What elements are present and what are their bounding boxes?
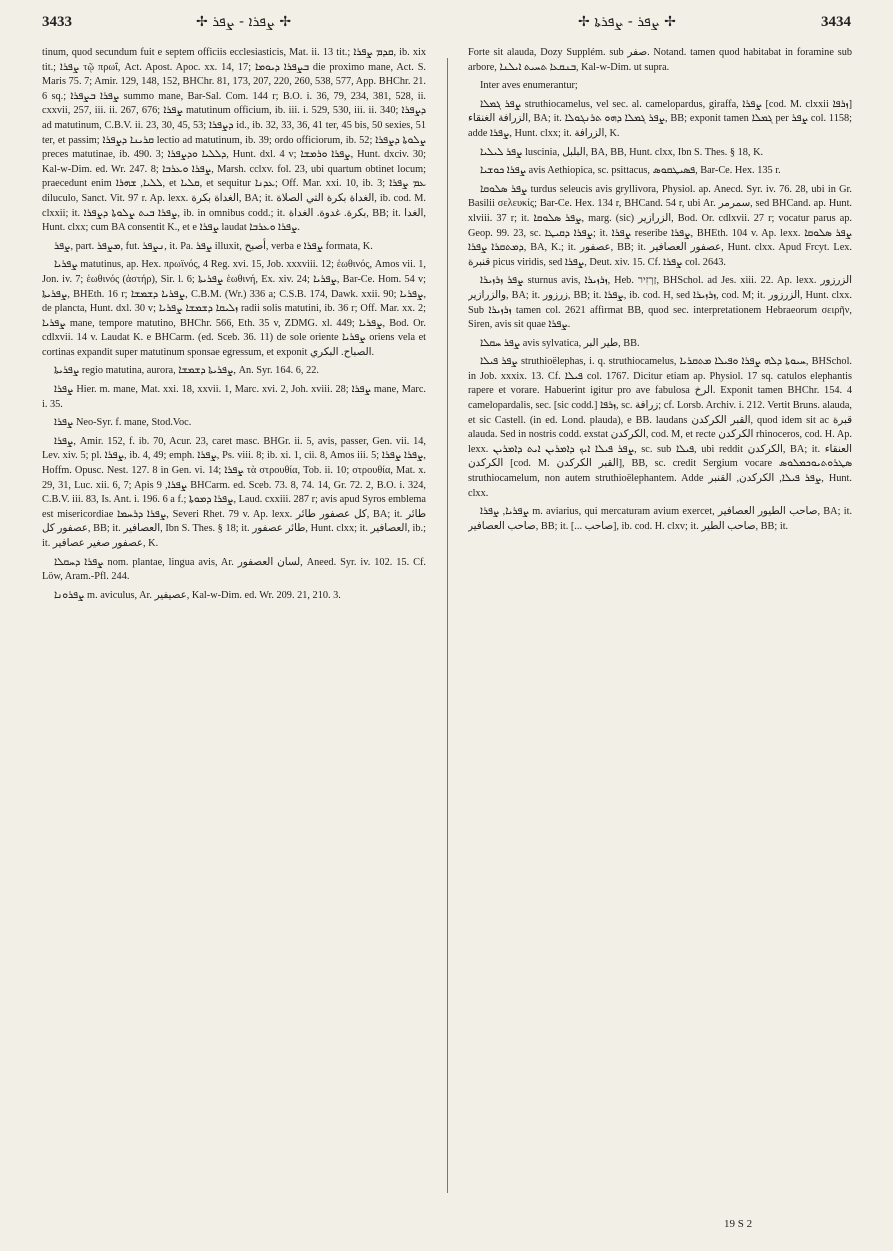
right-entry: ܨܦܪܐ ܟܘܫܝܐ avis Aethiopica, sc. psittacus, ܦܣܝܛܩܘܣ, Bar-Ce. Hex. 135 r. [480, 165, 781, 177]
left-entry: ܨܦܪܐ ܕܚܩܠܐ nom. plantae, lingua avis, Ar. لسان العصفور, Aneed. Syr. iv. 102. 15. Cf. Löw, Aram.-Pfl. 244. [42, 556, 426, 583]
left-page-number: 3433 [42, 14, 72, 30]
page-header [0, 0, 893, 44]
left-entry: ܨܦܪܘܢܐ m. aviculus, Ar. عصيفير, Kal-w-Dim. ed. Wr. 209. 21, 210. 3. [54, 589, 341, 601]
right-column [468, 46, 852, 1224]
left-column [42, 46, 426, 1224]
left-running-title: ✢ ܨܦܪܐ - ܨܦܪ ✢ [196, 14, 292, 30]
right-entry: ܨܦܪ ܙܪܙܝܪܐ sturnus avis, ܙܪܙܝܪܐ, Heb. זַרְזִיר, BHSchol. ad Jes. xiii. 22. Ap. lexx. الزرزور والزرازير, BA; it. زرزور, BB; it. ܨܦܪܐ, ib. cod. H, sed ܙܪܙܝܪܐ, cod. M; it. الزرزور, Hunt. clxx. Sub ܙܪܙܝܪܐ tamen col. 2621 affirmat BB, quod sec. interpretationem Hebraeorum σειρῆν, Siren, avis sit quae ܨܦܪܐ. [468, 275, 852, 331]
right-entry: ܨܦܪ ܦܝܠܐ struthioëlephas, i. q. struthiocamelus, ܚܝܘܬܐ ܕܠܗ ܨܦܪܐ ܘܦܝܠܐ ܡܬܩܪܝܐ, BHSchol. in Job. xxxix. 13. Cf. ܦܝܠܐ col. 1767. Dicitur etiam ap. Physiol. 17 sq. catulos elephantis rapere et vorare. Habuerint igitur pro ave fabulosa الرخ. Exponit tamen BHChr. 154. 4 camelopardalis, sec. [sic codd.] ܙܪܦܐ, sc. زرافة; cf. Lorsb. Archiv. i. 212. Vertit Bruns. alauda, et sic Castell. (in ed. Lond. plauda), e BB. laudans القبر الكركدن, quod idem sit ac قبرة alauda. Sed in nostris codd. exstat الكركدن, cod. M, et recte الكركدن rhinoceros, cod. H. Ap. lexx. ܨܦܪ ܦܝܠܐ ܐܝܟ ܕܐܡܪܝܢ ܐܝܬ ܕܐܡܪܝܢ, sc. sub ܦܝܠܐ, ubi reddit الكركدن, BA; it. العنقاء الكركدن [cod. M. القبر الكركدن], BB, sc. credit Sergium vocare ܣܛܪܘܬܝܘܟܡܠܘܣ struthiocamelum, non autem struthioëlephantem. Adde ܨܦܪ ܦܝܠܐ, الكركدن, القنبر, Hunt. clxx. [468, 356, 852, 499]
left-entry: ܨܦܪܝܐ matutinus, ap. Hex. πρωϊνός, 4 Reg. xvi. 15, Job. xxxviii. 12; ἑωθινός, Amos vii. 1, Jon. iv. 7; ἑωθινός (ἀστήρ), Sir. l. 6; ܨܦܪܝܬܐ ἑωθινή, Ex. xiv. 24; ܨܦܪܝܐ, Bar-Ce. Hom. 54 v; ܨܦܪܝܬܐ, BHEth. 16 r; ܨܦܪܝܐ ܕܫܡܫܐ, C.B.M. (Wr.) 336 a; C.S.B. 174, Dawk. xxii. 90; ܨܦܪܝܐ, de plancta, Hunt. dxl. 30 v; ܙܠܝܩܐ ܕܫܡܫܐ ܨܦܪܝܐ radii solis matutini, ib. 36 r; Off. Mar. xx. 2; ܨܦܪܝܐ mane, tempore matutino, BHChr. 566, Eth. 35 v, ZDMG. xl. 449; ܨܦܪܝܐ, Bod. Or. cdlxvii. 14 v. Laudat K. e BHCarm. (ed. Sceb. 36. 11) de sole oriente ܨܦܪܝܐ oriens vela et cortinas expandit super matutinum sponsae egressum, et exponit الصباح. البكري. [42, 259, 426, 358]
right-entry: ܨܦܪ ܣܠܘܩܐ turdus seleucis avis gryllivora, Physiol. ap. Anecd. Syr. iv. 76. 28, ubi in Gr. Basilii σελευκίς; Bar-Ce. Hex. 134 r, BHCand. 54 r, ubi Ar. سمرمر, sed BHCand. ap. Hunt. xlviii. 37 r; it. ܨܦܪ ܣܠܘܩܐ, marg. (sic) الزرازير, Bod. Or. cdlxvii. 27 r; vocatur parus ap. Geop. 99. 23, sc. ܨܦܪܐ ܕܩܝܛܐ; it. ܨܦܪܐ reseribe ܨܦܪܐ, BHEth. 104 v. Ap. lexx. ܨܦܪ ܣܠܘܩܐ ܕܡܬܩܪܐ ܨܦܪܐ, BA, K.; it. عصفور, BB; it. عصفور العصافير, Hunt. clxx. Apud Frcyt. Lex. قنبرة picus viridis, sed ܨܦܪܐ, Deut. xiv. 15. Cf. ܨܦܪܐ col. 2643. [468, 183, 852, 268]
left-entry: ܨܦܪܐ Neo-Syr. f. mane, Stod.Voc. [54, 417, 192, 429]
left-entry: ܨܦܪܝܬܐ regio matutina, aurora, ܨܦܪܝܬܐ ܕܫܡܫܐ, An. Syr. 164. 6, 22. [54, 365, 319, 377]
two-column-body [42, 46, 852, 1224]
right-page-number: 3434 [821, 14, 851, 30]
left-entry: ܨܦܪܐ, Amir. 152, f. ib. 70, Acur. 23, caret masc. BHGr. ii. 5, avis, passer, Gen. vii. 14, Lev. xiv. 5; pl. ܨܦܪܐ, ib. 4, 49; emph. ܨܦܪܐ, Ps. viii. 8; ib. xi. 1, cii. 8, Amos iii. 5; ܨܦܪܐ ܨܦܪܐ, Hoffm. Opusc. Nest. 127. 8 in Gen. vi. 14; ܨܦܪܐ τὰ στρουθία, Tob. ii. 10; στρουθία, Mat. x. 29, 31, Luc. xii. 6, 7; Apis ܨܦܪܐ, 9 BHCarm. ed. Sceb. 73. 8, 74. 14, Gr. 72. 2, B.O. i. 324, C.B.V. iii. 83, Is. Ant. i. 196. 6 a f.; ܨܦܪܐ ܕܡܘܬܐ, Laud. cxxiii. 287 r; avis apud Syros emblema est misericordiae ܨܦܪܐ ܕܪܚܡܐ, Severi Rhet. 79 v. Ap. lexx. كل عصفور طائر, BA; it. طائر عصفور كل, BB; it. العصافير, Ibn S. Thes. § 18; it. طائر عصفور, Hunt. clxx; it. العصافير, ib.; it. عصفور صغير عصافير, K. [42, 435, 426, 549]
right-entry: ܨܦܪ ܚܩܠܐ avis sylvatica, طير البر, BB. [480, 337, 640, 349]
left-entry: ܨܦܪ, part. ܡܨܦܪ, fut. ܢܨܦܪ, it. Pa. ܨܦܪ illuxit, أصبح, verba e ܨܦܪܐ formata, K. [54, 240, 373, 252]
right-entry: Inter aves enumerantur; [480, 80, 578, 92]
left-entry: tinum, quod secundum fuit e septem officiis ecclesiasticis, Mat. ii. 13 tit.; ܩܕܡ ܨܦܪܐ, ib. xix tit.; ܨܦܪܐ τῷ πρωΐ, Act. Apost. Apoc. xx. 14, 17; ܒܨܦܪܐ ܕܝܘܡܐ die proximo mane, Act. S. Maris 75. 7; Amir. 129, 148, 152, BHChr. 81, 173, 207, 220, 260, 538, 577, App. BHChr. 21. 6 sq.; ܨܦܪܐ ܒܨܦܪܐ summo mane, Bar-Sal. Com. 144 r; B.O. i. 36, 79, 234, 381, 528, ii. cxxvii, 257, iii. ii. 267, 676; ܨܦܪܐ matutinum officium, ib. iii. i. 529, 530, iii. ii. 340; ܕܨܦܪܐ ad matutinum, C.B.V. ii. 23, 30, 45, 53; ܕܨܦܪܐ id., ib. 32, 33, 36, 41 ter, 45 bis, 50 sexies, 51 ter, et passim; ܩܪܝܢܐ ܕܨܦܪܐ lectio ad matutinum, ib. 39; ordo officiorum, ib. 52; ܨܠܘܬܐ ܕܨܦܪܐ preces matutinae, ib. 490. 3; ܕܠܠܝܐ ܘܕܨܦܪܐ, Hunt. dxl. 4 v; ܨܦܪܐ ܘܪܡܫܐ, Hunt. dxciv. 30; Kal-w-Dim. ed. Wr. 247. 8; ܨܦܪܐ ܘܥܪܒܐ, Marsh. cclxv. fol. 23, ubi quartum obtinet locum; praecedunt enim ܠܠܝܐ, ܫܗܪܐ, et ܩܠܝܐ, et sequitur ܥܕܢܐ; Off. Mar. xxi. 10, ib. 3; ܥܡ ܨܦܪܐ diluculo, Sanct. Vit. 97 r. Ap. lexx. الغداة بكرة, BA; it. الغداة بكرة التي الصلاة, ib. cod. M. clxxii; it. ܨܦܪܐ ܒܝܬ ܨܠܘܬܐ ܕܨܦܪܐ, ib. in omnibus codd.; it. بكرة. غدوة. الغداة, BB; it. الغدا, Hunt. clxx; cum BA consentit K., et e ܨܦܪܐ laudat ܨܦܪܐ ܘܥܪܒܐ. [42, 47, 426, 234]
right-running-title: ✢ ܨܦܪ - ܨܦܪܬܐ ✢ [578, 14, 676, 30]
right-entry: Forte sit alauda, Dozy Supplém. sub صفر. Notand. tamen quod habitabat in foramine sub arbore, ܒܢܩܥܐ ܬܚܝܬ ܐܝܠܢܐ, Kal-w-Dim. ut supra. [468, 47, 852, 73]
right-entry: ܨܦܪܝܐ, ܨܦܪܐ m. aviarius, qui mercaturam avium exercet, صاحب الطيور العصافير, BA; it. صاحب العصافير, BB; it. [... صاحب], ib. cod. H. clxv; it. صاحب الطير, BB; it. [468, 506, 852, 532]
left-entry: ܨܦܪܐ Hier. m. mane, Mat. xxi. 18, xxvii. 1, Marc. xvi. 2, Joh. xviii. 28; ܨܦܪܐ mane, Marc. i. 35. [42, 384, 426, 410]
right-entry: ܨܦܪ ܠܝܠܝܐ luscinia, البلبل, BA, BB, Hunt. clxx, Ibn S. Thes. § 18, K. [480, 146, 764, 158]
signature-mark: 19 S 2 [724, 1218, 753, 1230]
right-entry: ܨܦܪ ܓܡܠܐ struthiocamelus, vel sec. al. camelopardus, giraffa, ܨܦܪܐ [cod. M. clxxii ܙܪܦܐ] الزرافة الغنقاء, BA; it. ܨܦܪ ܓܡܠܐ ܕܗܘ ܬܪܢܓܘܠܐ, BB; exponit tamen ܓܡܠܐ per ܨܦܪ col. 1158; adde ܨܦܪܐ, Hunt. clxx; it. الزرافة, K. [468, 98, 852, 139]
